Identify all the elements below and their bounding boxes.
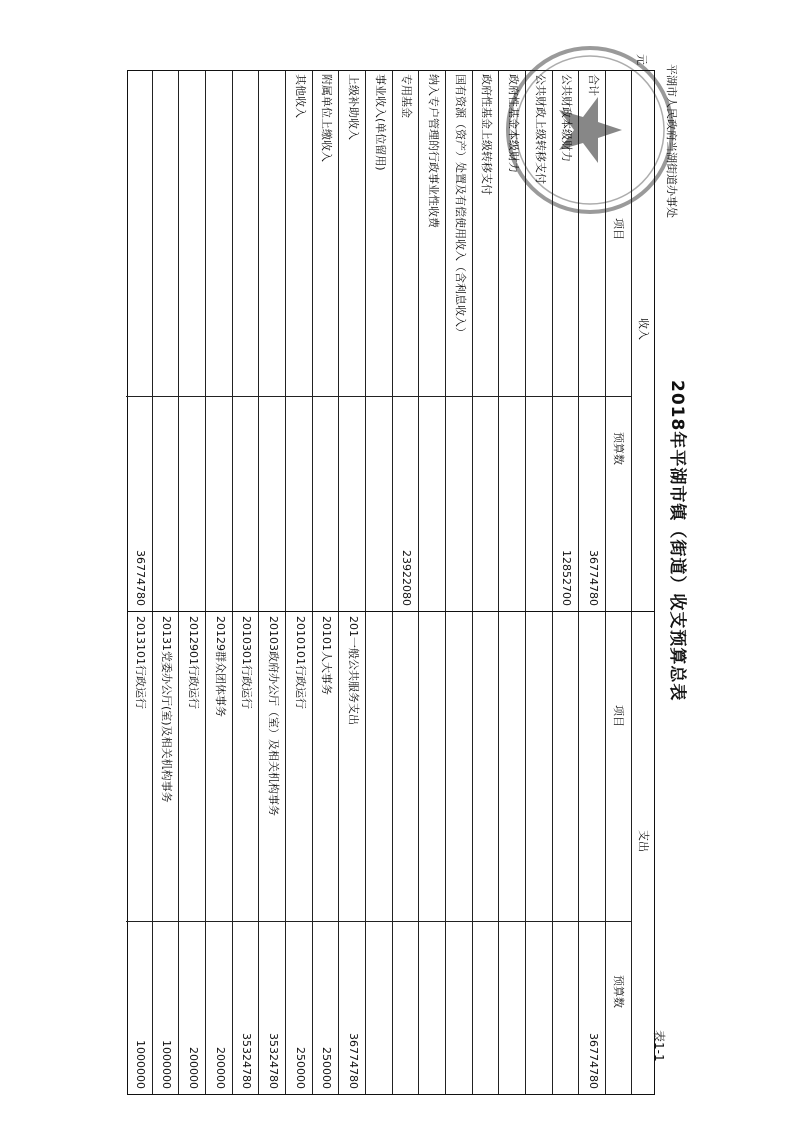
income-row-label: 事业收入(单位留用)	[373, 74, 387, 171]
expense-row-label: 2012901行政运行	[187, 616, 201, 709]
document-title: 2018年平湖市镇（街道）收支预算总表	[667, 380, 687, 702]
header-divider	[605, 71, 606, 1094]
header-divider	[631, 71, 632, 1094]
expense-row-label: 201一般公共服务支出	[347, 616, 361, 725]
expense-row-label: 20101人大事务	[320, 616, 334, 695]
column-divider	[128, 611, 654, 612]
expense-row-value: 200000	[213, 1047, 227, 1089]
row-divider	[312, 71, 313, 1094]
row-divider	[232, 71, 233, 1094]
row-divider	[178, 71, 179, 1094]
row-divider	[578, 71, 579, 1094]
expense-row-value: 35324780	[267, 1033, 281, 1089]
row-divider	[472, 71, 473, 1094]
income-row-value: 36774780	[133, 550, 147, 606]
expense-budget-header: 预算数	[612, 975, 625, 1008]
expense-row-value: 250000	[293, 1047, 307, 1089]
table-number: 表1-1	[652, 1030, 666, 1062]
income-row-label: 国有资源（资产）处置及有偿使用收入（含利息收入）	[453, 74, 467, 338]
column-divider	[126, 921, 632, 922]
row-divider	[152, 71, 153, 1094]
expense-row-label: 2010101行政运行	[293, 616, 307, 709]
row-divider	[258, 71, 259, 1094]
income-row-label: 附属单位上缴收入	[320, 74, 334, 162]
expense-row-value: 200000	[187, 1047, 201, 1089]
income-row-value: 23922080	[400, 550, 414, 606]
income-row-label: 公共财政上级转移支付	[533, 74, 547, 184]
row-divider	[285, 71, 286, 1094]
income-header: 收入	[637, 318, 650, 340]
expense-row-label: 20129群众团体事务	[213, 616, 227, 717]
income-row-label: 纳入专户管理的行政事业性收费	[427, 74, 441, 228]
income-row-label: 公共财政本级财力	[560, 74, 574, 162]
expense-row-value: 250000	[320, 1047, 334, 1089]
expense-row-value: 36774780	[587, 1033, 601, 1089]
expense-row-label: 2010301行政运行	[240, 616, 254, 709]
unit-label: 元	[635, 54, 648, 65]
income-row-value: 36774780	[587, 550, 601, 606]
row-divider	[205, 71, 206, 1094]
expense-row-label: 2013101行政运行	[133, 616, 147, 709]
column-divider	[126, 396, 632, 397]
expense-row-value: 1000000	[133, 1040, 147, 1089]
row-divider	[525, 71, 526, 1094]
row-divider	[365, 71, 366, 1094]
expense-row-label: 20103政府办公厅（室）及相关机构事务	[267, 616, 281, 816]
expense-item-header: 项目	[612, 705, 625, 727]
income-row-label: 专用基金	[400, 74, 414, 118]
row-divider	[445, 71, 446, 1094]
row-divider	[552, 71, 553, 1094]
income-row-label: 合计	[587, 74, 601, 96]
expense-row-label: 20131党委办公厅(室)及相关机构事务	[160, 616, 174, 803]
budget-table	[127, 70, 655, 1095]
row-divider	[418, 71, 419, 1094]
income-item-header: 项目	[612, 218, 625, 240]
income-budget-header: 预算数	[612, 432, 625, 465]
income-row-label: 其他收入	[293, 74, 307, 118]
row-divider	[338, 71, 339, 1094]
income-row-label: 政府性基金本级财力	[507, 74, 521, 173]
row-divider	[498, 71, 499, 1094]
income-row-label: 上级补助收入	[347, 74, 361, 140]
expense-row-value: 35324780	[240, 1033, 254, 1089]
expense-header: 支出	[637, 830, 650, 852]
expense-row-value: 1000000	[160, 1040, 174, 1089]
income-row-label: 政府性基金上级转移支付	[480, 74, 494, 195]
compiler-unit: 平湖市人民政府当湖街道办事处	[665, 64, 678, 218]
row-divider	[392, 71, 393, 1094]
income-row-value: 12852700	[560, 550, 574, 606]
expense-row-value: 36774780	[347, 1033, 361, 1089]
